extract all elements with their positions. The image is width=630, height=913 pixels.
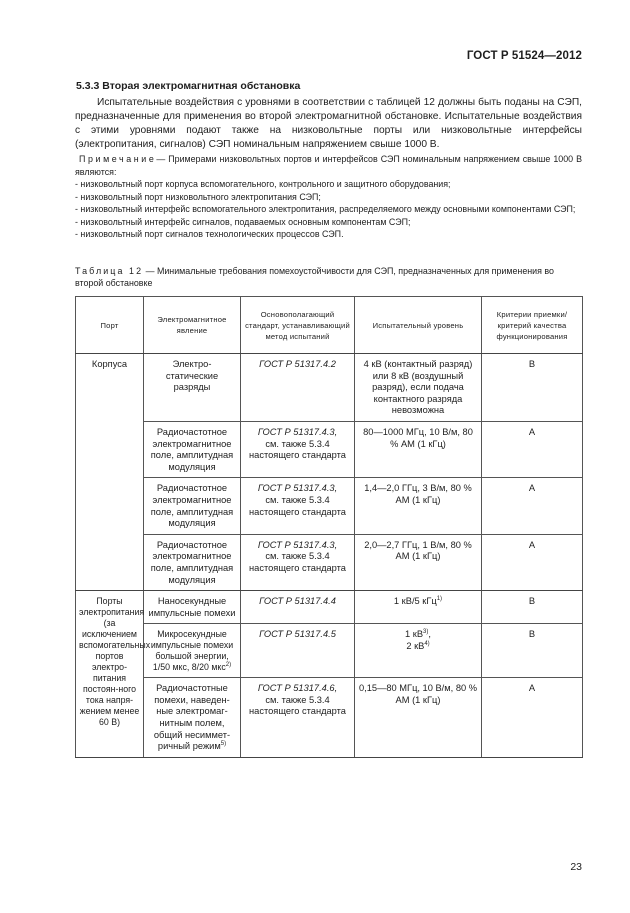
phenomenon-cell: Наносекундные импульсные помехи xyxy=(144,591,241,624)
level-cell: 80—1000 МГц, 10 В/м, 80 % АМ (1 кГц) xyxy=(355,421,482,477)
level-cell: 1 $кВ^{3)}$, 2 $кВ^{4)}$ xyxy=(355,624,482,678)
standard-ref: ГОСТ Р 51317.4.6, xyxy=(257,683,338,694)
note-block xyxy=(75,153,582,241)
paragraph-text: Испытательные воздействия с уровнями в соответствии с таблицей 12 должны быть поданы на СЭП, предназначенные для применения во второй электромагнитной обстановке. Испытательные воздействия с этими уровнями подают также на низковольтные порты или низковольтные интерфейсы (электропитания, сигналов) СЭП номинальным напряжением свыше 1000 В. xyxy=(75,97,582,150)
standard-note: см. также 5.3.4 настоящего стандарта xyxy=(249,551,346,573)
phenomenon-cell xyxy=(144,678,241,758)
criteria-cell: B xyxy=(482,591,583,624)
phenomenon-cell xyxy=(144,624,241,678)
standard-note: см. также 5.3.4 настоящего стандарта xyxy=(249,694,346,717)
table-caption-text: — Минимальные требования помехоустойчивости для СЭП, предназначенных для применения во второй обстановке xyxy=(75,266,554,288)
standard-ref: ГОСТ Р 51317.4.3, xyxy=(257,483,338,494)
table-row xyxy=(76,678,583,758)
header-standard: Основополагающий стандарт, устанавливающий метод испытаний xyxy=(241,297,355,354)
header-criteria: Критерии приемки/ критерий качества функционирования xyxy=(482,297,583,354)
note-label: Примечание xyxy=(79,154,157,164)
document-header-standard: ГОСТ Р 51524—2012 xyxy=(466,50,582,62)
note-item: - низковольтный порт сигналов технологических процессов СЭП. xyxy=(75,229,344,239)
standard-ref: ГОСТ Р 51317.4.3, xyxy=(257,426,338,437)
note-item: - низковольтный порт низковольтного электропитания СЭП; xyxy=(75,191,321,202)
standard-cell: ГОСТ Р 51317.4.5 xyxy=(241,624,355,678)
phenomenon-cell: Радиочастотное электромагнитное поле, амплитудная модуляция xyxy=(144,478,241,534)
table-header-row xyxy=(76,297,583,354)
table-row xyxy=(76,591,583,624)
criteria-cell: A xyxy=(482,534,583,590)
footnote-ref: 4) xyxy=(424,640,430,647)
footnote-ref: 3) xyxy=(423,629,429,636)
note-item: - низковольтный порт корпуса вспомогательного, контрольного и защитного оборудования; xyxy=(75,179,451,189)
table-caption-label: Таблица 12 xyxy=(75,266,144,276)
level-cell: 0,15—80 МГц, 10 В/м, 80 % АМ (1 кГц) xyxy=(355,678,482,758)
standard-cell: ГОСТ Р 51317.4.2 xyxy=(241,354,355,422)
criteria-cell: A xyxy=(482,478,583,534)
criteria-cell: B xyxy=(482,354,583,422)
footnote-ref: 1) xyxy=(436,596,443,602)
standard-note: см. также 5.3.4 настоящего стандарта xyxy=(249,438,346,461)
standard-note: см. также 5.3.4 настоящего стандарта xyxy=(249,494,346,517)
level-cell xyxy=(355,591,482,624)
phenomenon-text: Радиочастотные помехи, наведен-ные электромаг-нитным полем, общий несиммет-ричный режим xyxy=(153,683,231,752)
table-row xyxy=(76,478,583,534)
standard-cell xyxy=(241,678,355,758)
note-item: - низковольтный интерфейс сигналов, подаваемых основным компонентам СЭП; xyxy=(75,216,411,227)
phenomenon-cell: Радиочастотное электромагнитное поле, амплитудная модуляция xyxy=(144,534,241,590)
phenomenon-text: Микросекундные импульсные помехи большой энергии, 1/50 мкс, 8/20 мкс xyxy=(150,629,234,673)
footnote-ref: 5) xyxy=(220,741,227,748)
level-cell: 4 кВ (контактный разряд) или 8 кВ (воздушный разряд), если подача контактного разряда невозможна xyxy=(355,354,482,422)
header-phenomenon: Электромагнитное явление xyxy=(144,297,241,354)
level-text: 1 кВ/5 кГц xyxy=(393,596,437,607)
footnote-ref: 2) xyxy=(225,662,232,669)
criteria-cell: A xyxy=(482,421,583,477)
table-row xyxy=(76,354,583,422)
standard-cell: ГОСТ Р 51317.4.4 xyxy=(241,591,355,624)
level-text: 1 кВ xyxy=(405,629,424,640)
level-cell: 1,4—2,0 ГГц, 3 В/м, 80 % АМ (1 кГц) xyxy=(355,478,482,534)
port-cell-power: Порты электропитания (за исключением вспомогательных портов электро-питания постоян-ного тока напря-жением менее 60 В) xyxy=(76,591,144,758)
standard-cell xyxy=(241,534,355,590)
table-row xyxy=(76,624,583,678)
section-paragraph xyxy=(75,96,582,152)
standard-ref: ГОСТ Р 51317.4.3, xyxy=(257,539,338,550)
level-text: 2 кВ xyxy=(406,640,425,651)
criteria-cell: A xyxy=(482,678,583,758)
page-number: 23 xyxy=(570,861,582,873)
phenomenon-cell: Электро-статические разряды xyxy=(144,354,241,422)
standard-cell xyxy=(241,421,355,477)
note-item: - низковольтный интерфейс вспомогательного электропитания, распределяемого между основными компонентами СЭП; xyxy=(75,204,576,214)
table-row xyxy=(76,421,583,477)
note-text: — Примерами низковольтных портов и интерфейсов СЭП номинальным напряжением свыше 1000 В являются: xyxy=(75,154,582,177)
phenomenon-cell: Радиочастотное электромагнитное поле, амплитудная модуляция xyxy=(144,421,241,477)
port-cell-enclosure: Корпуса xyxy=(76,354,144,591)
criteria-cell: B xyxy=(482,624,583,678)
table-caption xyxy=(75,265,582,289)
standard-cell xyxy=(241,478,355,534)
section-title: 5.3.3 Вторая электромагнитная обстановка xyxy=(76,80,301,92)
requirements-table xyxy=(75,296,583,758)
header-port: Порт xyxy=(76,297,144,354)
table-row xyxy=(76,534,583,590)
header-level: Испытательный уровень xyxy=(355,297,482,354)
level-cell: 2,0—2,7 ГГц, 1 В/м, 80 % АМ (1 кГц) xyxy=(355,534,482,590)
